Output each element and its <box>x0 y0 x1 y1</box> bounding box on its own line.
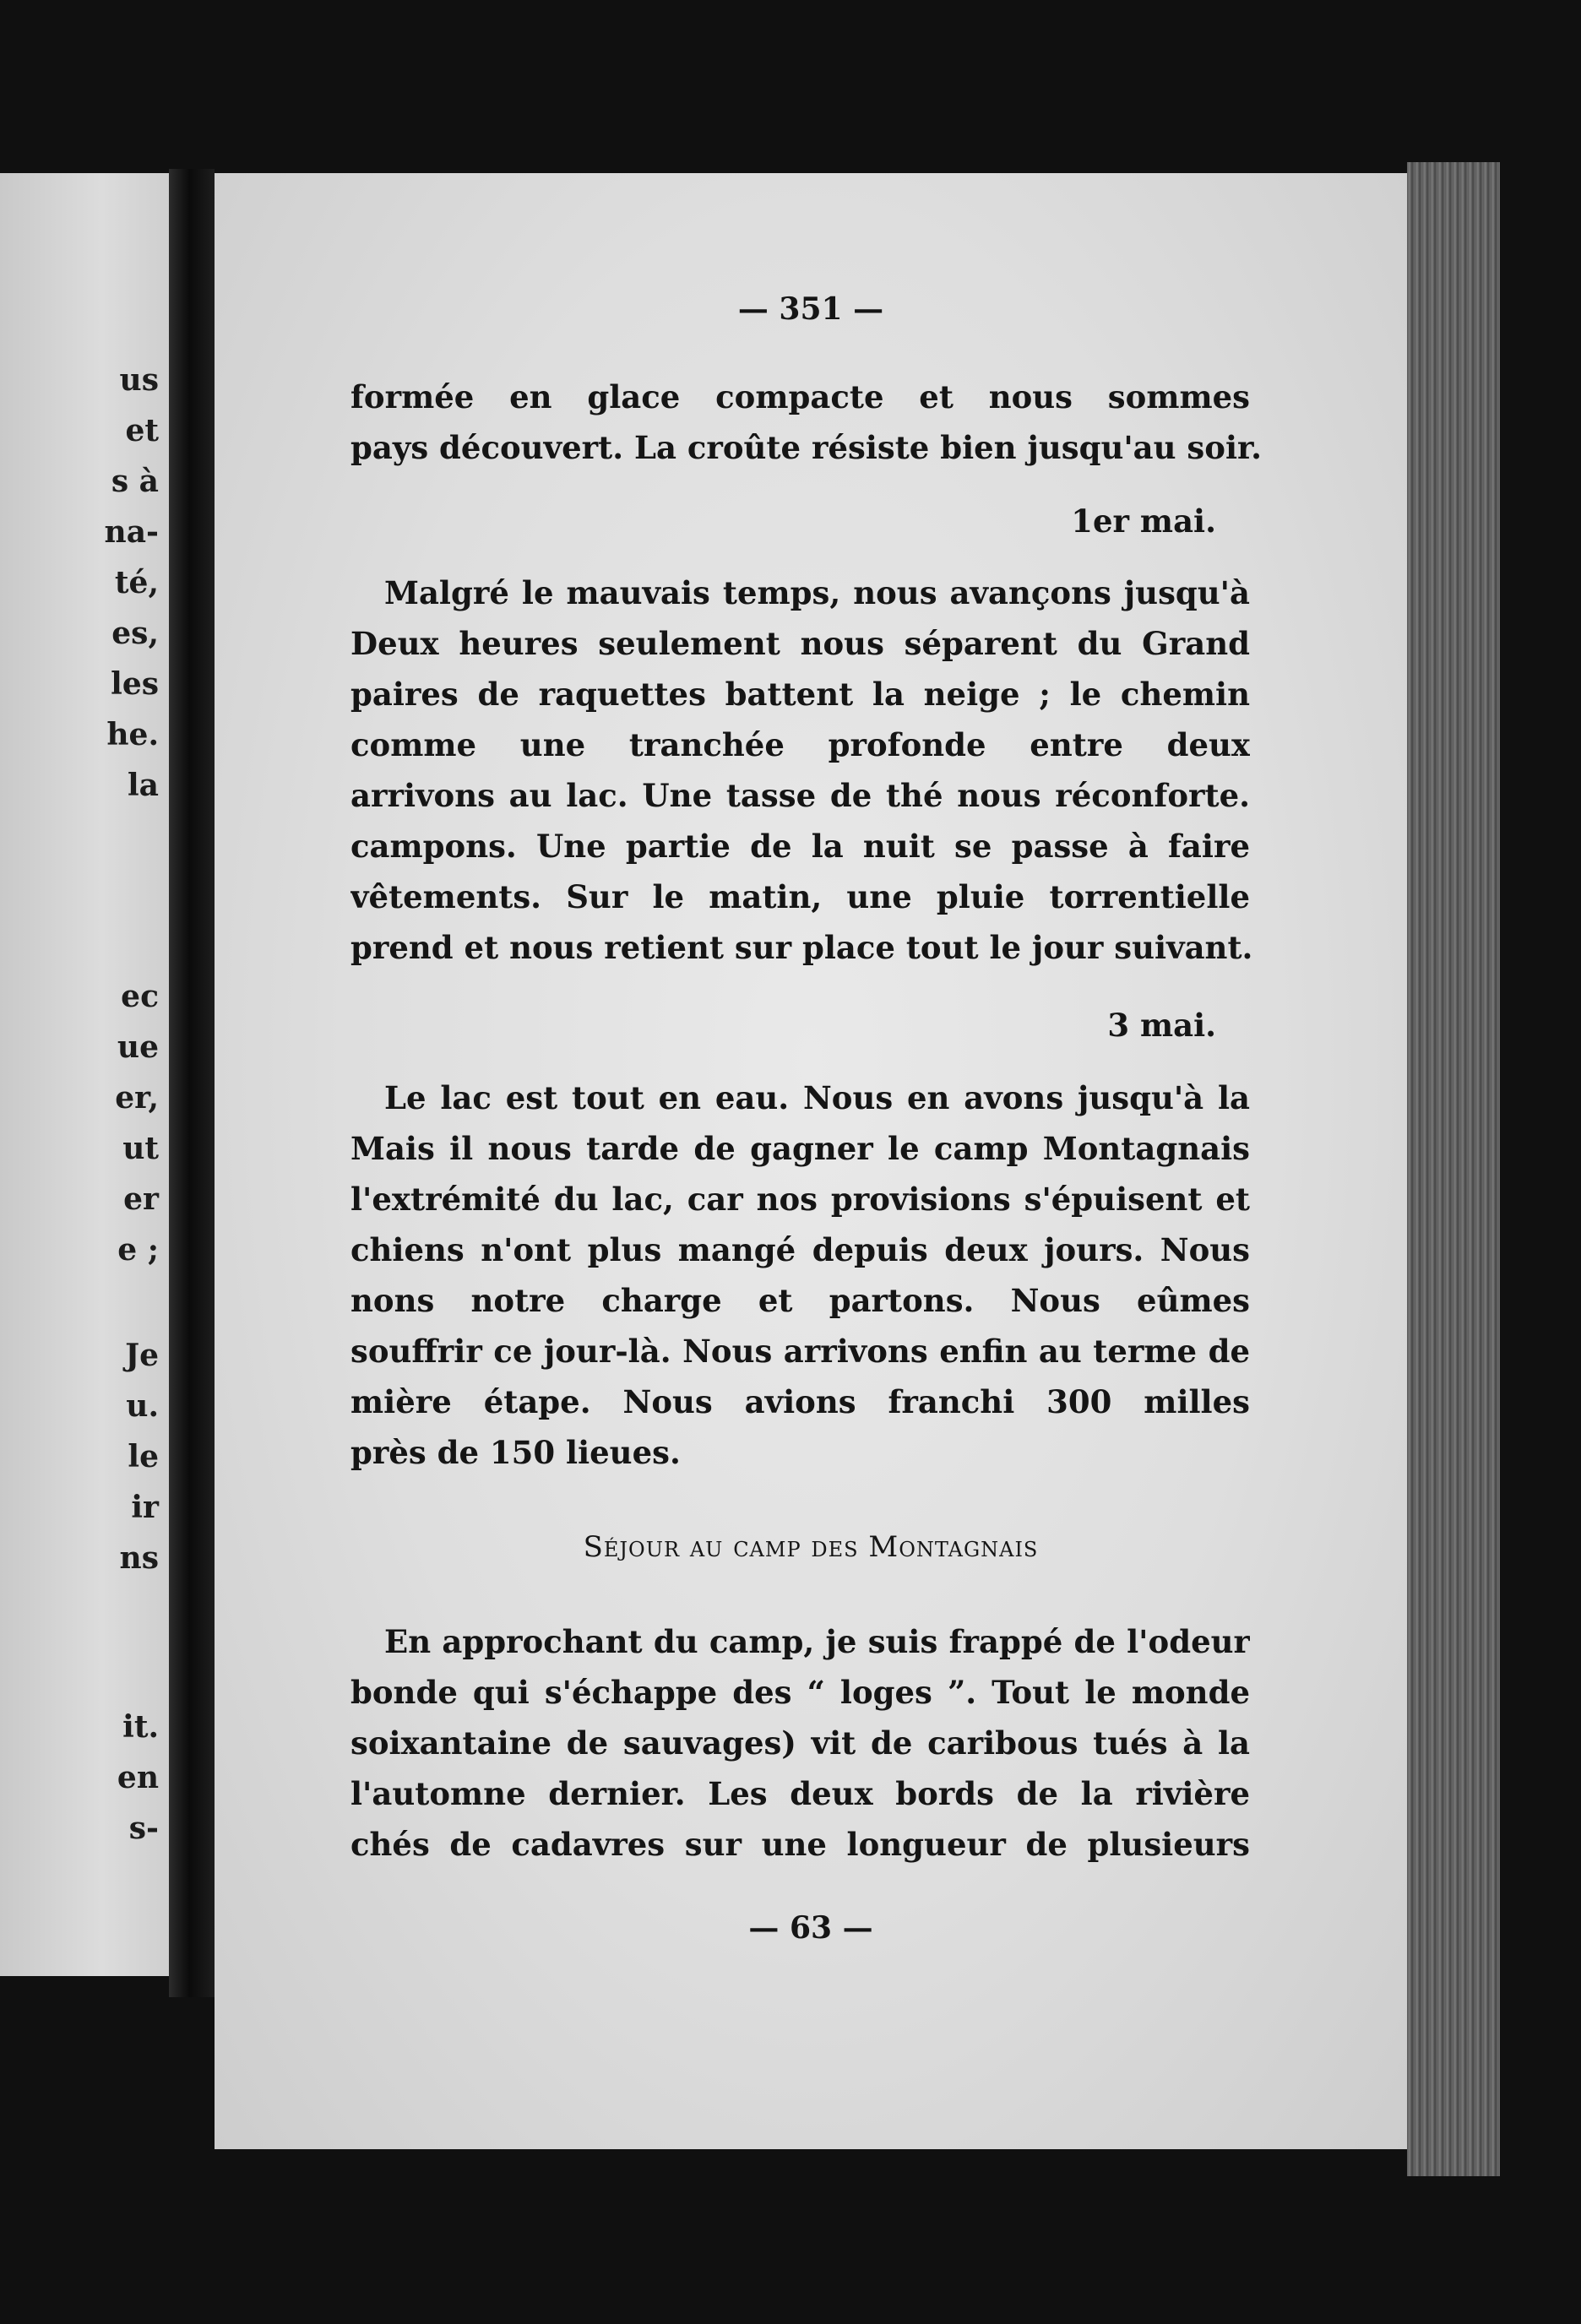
left-page-fragment: s à <box>111 464 159 499</box>
text-line: Mais il nous tarde de gagner le camp Montagnais <box>350 1130 1250 1167</box>
left-page-fragment: et <box>125 413 159 448</box>
left-page-fragment: ns <box>119 1540 159 1576</box>
book-gutter <box>169 169 215 1997</box>
left-page-fragment: he. <box>106 717 159 752</box>
text-line: l'automne dernier. Les deux bords de la rivière <box>350 1775 1250 1812</box>
text-line: souffrir ce jour-là. Nous arrivons enfin au terme de <box>350 1333 1250 1370</box>
left-page-fragment: ec <box>121 979 159 1014</box>
left-page-fragment: ue <box>117 1029 159 1065</box>
text-line: Le lac est tout en eau. Nous en avons jusqu'à la <box>384 1079 1250 1116</box>
text-line: paires de raquettes battent la neige ; le chemin <box>350 676 1250 713</box>
text-line: Deux heures seulement nous séparent du Grand <box>350 625 1250 662</box>
left-page-fragment: us <box>119 362 159 398</box>
page-stack-edge <box>1407 162 1500 2176</box>
text-line: vêtements. Sur le matin, une pluie torrentielle <box>350 878 1250 915</box>
text-line: En approchant du camp, je suis frappé de l'odeur <box>384 1623 1250 1660</box>
left-page-fragment: les <box>111 666 159 702</box>
text-line: chiens n'ont plus mangé depuis deux jours. Nous <box>350 1231 1250 1268</box>
text-line: pays découvert. La croûte résiste bien jusqu'au soir. <box>350 429 1262 466</box>
left-page-fragment: s- <box>128 1811 159 1846</box>
text-line: soixantaine de sauvages) vit de caribous tués à la <box>350 1724 1250 1762</box>
left-page-fragment: er, <box>115 1080 159 1116</box>
date-heading: 1er mai. <box>1071 502 1216 540</box>
text-line: mière étape. Nous avions franchi 300 milles <box>350 1383 1250 1420</box>
text-line: bonde qui s'échappe des “ loges ”. Tout le monde <box>350 1674 1250 1711</box>
text-line: comme une tranchée profonde entre deux <box>350 726 1250 763</box>
left-page-fragment: ir <box>131 1490 159 1525</box>
left-page-fragment: es, <box>111 616 159 651</box>
left-page-fragment: ut <box>122 1131 159 1166</box>
text-line: prend et nous retient sur place tout le jour suivant. <box>350 929 1253 966</box>
left-page-fragment: e ; <box>117 1232 159 1268</box>
text-line: arrivons au lac. Une tasse de thé nous réconforte. <box>350 777 1250 814</box>
text-line: formée en glace compacte et nous sommes <box>350 378 1250 415</box>
section-heading: Séjour au camp des Montagnais <box>583 1530 1039 1564</box>
text-line: nons notre charge et partons. Nous eûmes <box>350 1282 1250 1319</box>
date-heading: 3 mai. <box>1107 1007 1216 1044</box>
text-line: campons. Une partie de la nuit se passe à faire <box>350 828 1250 865</box>
top-page-number: — 351 — <box>737 291 884 327</box>
bottom-page-number: — 63 — <box>748 1910 873 1946</box>
left-page-fragment: la <box>127 768 159 803</box>
left-page-edge <box>0 173 169 1976</box>
left-page-fragment: Je <box>125 1338 159 1373</box>
text-line: chés de cadavres sur une longueur de plusieurs <box>350 1826 1250 1863</box>
left-page-fragment: it. <box>122 1709 159 1745</box>
left-page-fragment: le <box>128 1439 159 1474</box>
text-line: l'extrémité du lac, car nos provisions s'épuisent et <box>350 1181 1250 1218</box>
left-page-fragment: u. <box>126 1388 159 1424</box>
left-page-fragment: té, <box>114 565 159 600</box>
text-line: Malgré le mauvais temps, nous avançons jusqu'à <box>384 574 1250 611</box>
left-page-fragment: er <box>123 1181 159 1217</box>
left-page-fragment: na- <box>104 514 159 550</box>
text-line: près de 150 lieues. <box>350 1434 681 1471</box>
left-page-fragment: en <box>117 1760 159 1795</box>
